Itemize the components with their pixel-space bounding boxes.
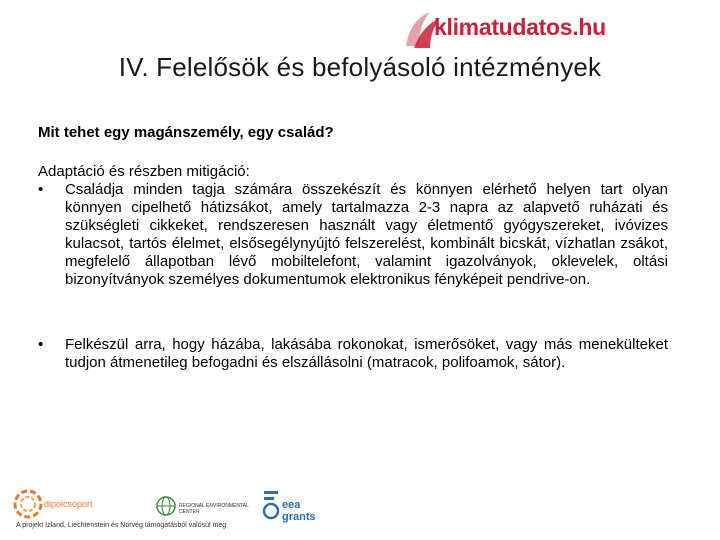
eea-stripes-icon [262,487,282,527]
bullet-marker: • [38,181,44,198]
eea-logo-text-bottom: grants [282,511,316,523]
eea-logo-text-top: eea [282,499,301,511]
dipolcsoport-logo [10,485,120,525]
footer-logos [0,485,720,540]
rec-logo-text: REGIONAL ENVIRONMENTAL CENTER [179,503,249,515]
dipol-logo-text: dipolcsoport [44,499,93,509]
brand-logo [400,6,700,50]
bullet-item [38,336,668,372]
brand-name: klimatudatos.hu [434,14,606,40]
bullet-item [38,181,668,289]
footer-note: A projekt Izland, Liechtenstein és Norvég támogatásból valósul meg [16,522,227,529]
rec-globe-icon [155,495,177,517]
bullet-text: Felkészül arra, hogy házába, lakásába rokonokat, ismerősöket, vagy más menekülteket tudjon átmenetileg befogadni és elszállásolni (matracok, polifoamok, sátor). [65,336,668,371]
section-subtitle: Mit tehet egy magánszemély, egy család? [38,124,334,141]
eea-grants-logo [262,485,317,527]
rec-logo [155,493,260,523]
bullet-marker: • [38,336,44,353]
bullet-text: Családja minden tagja számára összekészít és könnyen elérhető helyen tart olyan könnyen cipelhető hátizsákot, amely tartalmazza 2-3 napra az alapvető ruházati és szükségleti cikkeket, rendszeresen használt vagy életmentő gyógyszereket, ivóvizes kulacsot, tartós élelmet, elsősegélynyújtó felszerelést, kombinált bicskát, vízhatlan zsákot, megfelelő állapotban lévő mobiltelefont, valamint igazolványok, oklevelek, oltási bizonyítványok személyes dokumentumok elektronikus fényképeit pendrive-on. [65,181,668,288]
page-title: IV. Felelősök és befolyásoló intézmények [118,52,602,82]
section-heading: Adaptáció és részben mitigáció: [38,163,250,180]
